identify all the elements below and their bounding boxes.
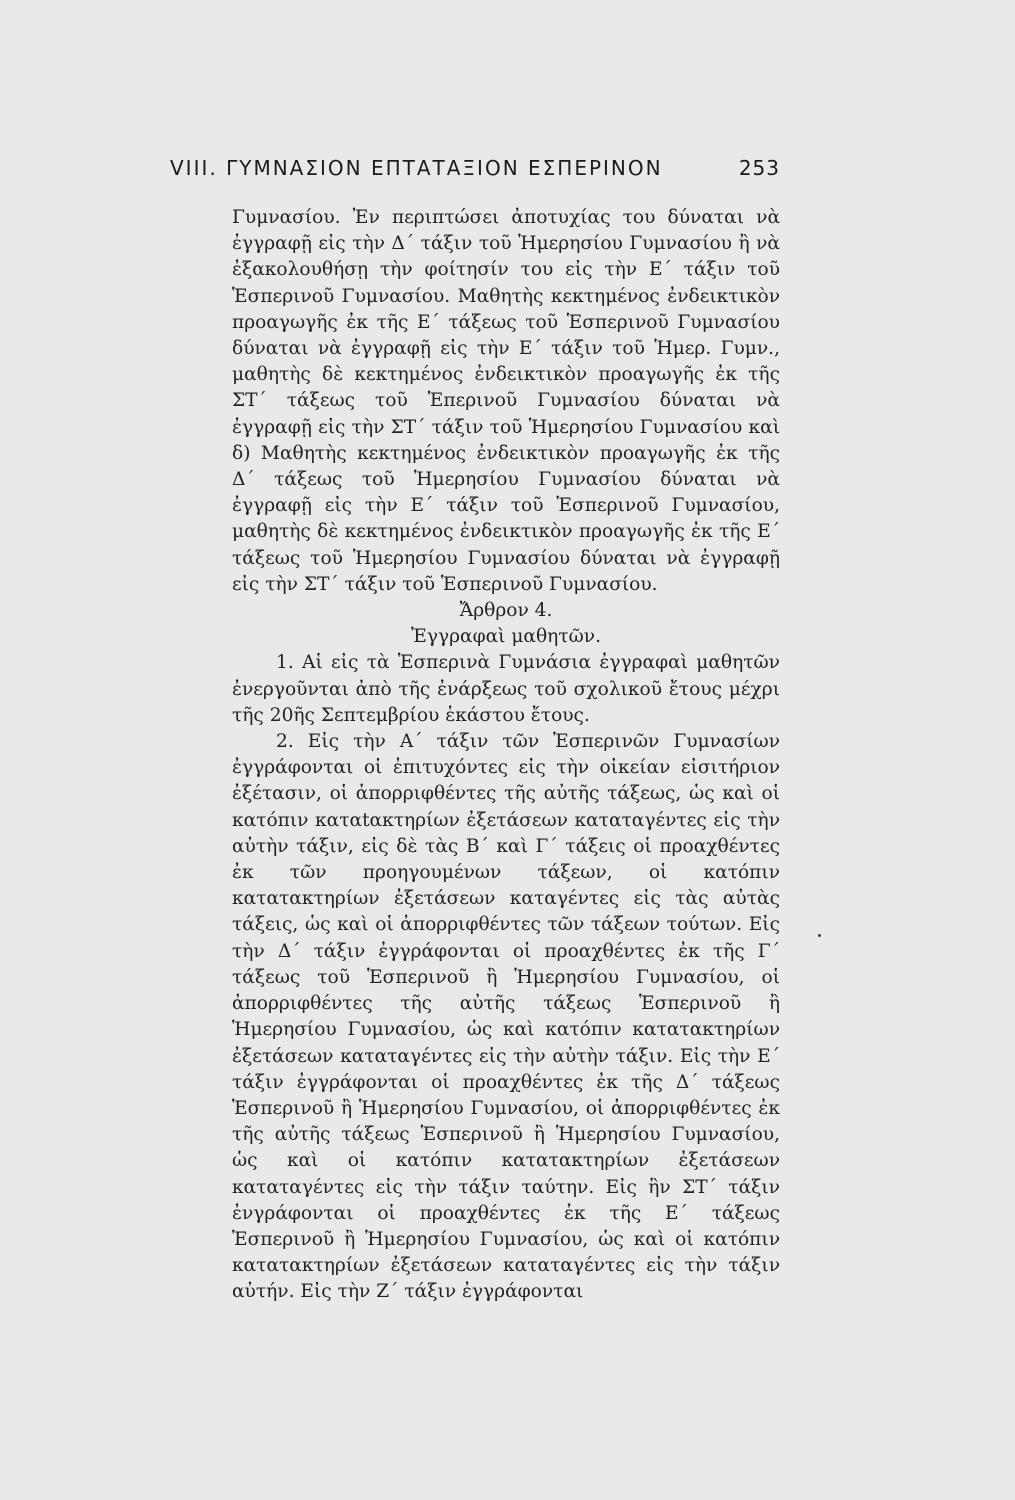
clause-2: 2. Εἰς τὴν Α΄ τάξιν τῶν Ἑσπερινῶν Γυμνασίων ἐγγράφονται οἱ ἐπιτυχόντες εἰς τὴν οἰκείαν εἰσιτήριον ἐξέτασιν, οἱ ἀπορριφθέντες τῆς αὐτῆς τάξεως, ὡς καὶ οἱ κατόπιν καταtακτηρίων ἐξετάσεων καταταγέντες εἰς τὴν αὐτὴν τάξιν, εἰς δὲ τὰς Β΄ καὶ Γ΄ τάξεις οἱ προαχθέντες ἐκ τῶν προηγουμένων τάξεων, οἱ κατόπιν κατατακτηρίων ἐξετάσεων καταγέντες εἰς τὰς αὐτὰς τάξεις, ὡς καὶ οἱ ἀπορριφθέντες τῶν τάξεων τούτων. Εἰς τὴν Δ΄ τάξιν ἐγγράφονται οἱ προαχθέντες ἐκ τῆς Γ΄ τάξεως τοῦ Ἑσπερινοῦ ἢ Ἡμερησίου Γυμνασίου, οἱ ἀπορριφθέντες τῆς αὐτῆς τάξεως Ἑσπερινοῦ ἢ Ἡμερησίου Γυμνασίου, ὡς καὶ κατόπιν κατατακτηρίων ἐξετάσεων καταταγέντες εἰς τὴν αὐτὴν τάξιν. Εἰς τὴν Ε΄ τάξιν ἐγγράφονται οἱ προαχθέντες ἐκ τῆς Δ΄ τάξεως Ἑσπερινοῦ ἢ Ἡμερησίου Γυμνασίου, οἱ ἀπορριφθέντες ἐκ τῆς αὐτῆς τάξεως Ἑσπερινοῦ ἢ Ἡμερησίου Γυμνασίου, ὡς καὶ οἱ κατόπιν κατατακτηρίων ἐξετάσεων καταταγέντες εἰς τὴν τάξιν ταύτην. Εἰς ἣν ΣΤ΄ τάξιν ἐνγράφονται οἱ προαχθέντες ἐκ τῆς Ε΄ τάξεως Ἑσπερινοῦ ἢ Ἡμερησίου Γυμνασίου, ὡς καὶ οἱ κατόπιν κατατακτηρίων ἐξετάσεων καταταγέντες εἰς τὴν τάξιν αὐτήν. Εἰς τὴν Ζ΄ τάξιν ἐγγράφονται — [232, 731, 780, 1303]
article-heading: Ἄρθρον 4. — [459, 600, 553, 622]
body-text — [232, 205, 780, 1306]
chapter-title: VIII. ΓΥΜΝΑΣΙΟΝ ΕΠΤΑΤΑΞΙΟΝ ΕΣΠΕΡΙΝΟΝ — [170, 156, 663, 180]
paragraph-continued: Γυμνασίου. Ἐν περιπτώσει ἀποτυχίας του δύναται νὰ ἐγγραφῇ εἰς τὴν Δ΄ τάξιν τοῦ Ἡμερησίου Γυμνασίου ἢ νὰ ἐξακολουθήσῃ τὴν φοίτησίν του εἰς τὴν Ε΄ τάξιν τοῦ Ἑσπερινοῦ Γυμνασίου. Μαθητὴς κεκτημένος ἐνδεικτικὸν προαγωγῆς ἐκ τῆς Ε΄ τάξεως τοῦ Ἑσπερινοῦ Γυμνασίου δύναται νὰ ἐγγραφῇ εἰς τὴν Ε΄ τάξιν τοῦ Ἡμερ. Γυμν., μαθητὴς δὲ κεκτημένος ἐνδεικτικὸν προαγωγῆς ἐκ τῆς ΣΤ΄ τάξεως τοῦ Ἑπερινοῦ Γυμνασίου δύναται νὰ ἐγγραφῇ εἰς τὴν ΣΤ΄ τάξιν τοῦ Ἡμερησίου Γυμνασίου καὶ δ) Μαθητὴς κεκτημένος ἐνδεικτικὸν προαγωγῆς ἐκ τῆς Δ΄ τάξεως τοῦ Ἡμερησίου Γυμνασίου δύναται νὰ ἐγγραφῇ εἰς τὴν Ε΄ τάξιν τοῦ Ἑσπερινοῦ Γυμνασίου, μαθητὴς δὲ κεκτημένος ἐνδεικτικὸν προαγωγῆς ἐκ τῆς Ε΄ τάξεως τοῦ Ἡμερησίου Γυμνασίου δύναται νὰ ἐγγραφῇ εἰς τὴν ΣΤ΄ τάξιν τοῦ Ἑσπερινοῦ Γυμνασίου. — [232, 207, 780, 595]
ink-speck — [818, 934, 821, 937]
running-header — [170, 156, 780, 190]
clause-1: 1. Αἱ εἰς τὰ Ἑσπερινὰ Γυμνάσια ἐγγραφαὶ μαθητῶν ἐνεργοῦνται ἀπὸ τῆς ἐνάρξεως τοῦ σχολικοῦ ἔτους μέχρι τῆς 20ῆς Σεπτεμβρίου ἑκάστου ἔτους. — [232, 652, 780, 726]
article-title: Ἐγγραφαὶ μαθητῶν. — [411, 626, 601, 648]
page-number: 253 — [738, 156, 780, 180]
